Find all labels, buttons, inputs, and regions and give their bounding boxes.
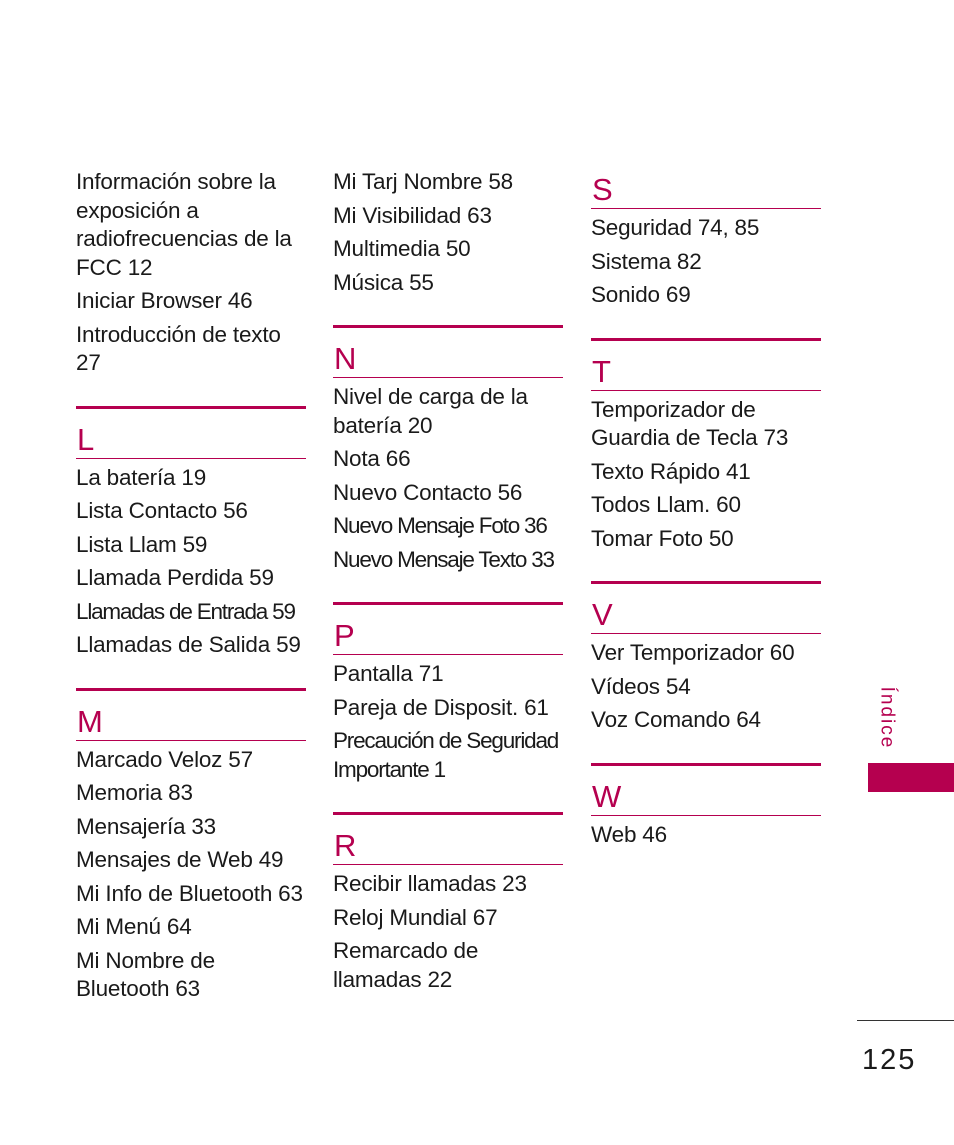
section-letter: V xyxy=(592,597,613,632)
index-entry: Mi Menú 64 xyxy=(76,914,192,939)
index-entry: Tomar Foto 50 xyxy=(591,525,734,551)
index-section-r xyxy=(333,812,563,994)
section-letter: W xyxy=(592,778,622,814)
index-entry: Nuevo Mensaje Foto 36 xyxy=(333,513,547,538)
index-entry: Pantalla 71 xyxy=(333,661,444,686)
section-letter: M xyxy=(77,703,103,739)
index-entry: Iniciar Browser 46 xyxy=(76,288,253,313)
index-section-n xyxy=(333,325,563,574)
index-entry: Todos Llam. 60 xyxy=(591,492,741,517)
index-section-continued xyxy=(333,168,563,297)
section-letter: T xyxy=(592,353,611,389)
section-heading xyxy=(333,812,563,865)
index-column-3 xyxy=(591,168,821,854)
index-entry: Nivel de carga de la batería 20 xyxy=(333,384,528,438)
index-section-s xyxy=(591,168,821,310)
index-entry: Voz Comando 64 xyxy=(591,707,761,732)
index-entry: Mi Info de Bluetooth 63 xyxy=(76,880,303,906)
section-tab-marker xyxy=(868,763,954,792)
index-entry: Mi Visibilidad 63 xyxy=(333,202,492,228)
index-section-continued xyxy=(76,168,306,378)
index-entry: Temporizador de Guardia de Tecla 73 xyxy=(591,396,789,450)
side-label-text: Índice xyxy=(876,686,898,750)
index-entry: Música 55 xyxy=(333,269,434,295)
index-column-2 xyxy=(333,168,563,999)
index-section-m xyxy=(76,688,306,1004)
index-entry: Marcado Veloz 57 xyxy=(76,746,253,772)
section-heading xyxy=(76,406,306,459)
section-heading xyxy=(333,602,563,655)
section-letter: R xyxy=(334,828,357,863)
index-section-p xyxy=(333,602,563,784)
index-entry: Sonido 69 xyxy=(591,282,691,307)
index-entry: Información sobre la exposición a radiofrecuencias de la FCC 12 xyxy=(76,169,292,280)
index-entry: Mensajería 33 xyxy=(76,813,216,839)
index-section-w xyxy=(591,763,821,850)
index-column-1 xyxy=(76,168,306,1009)
section-side-label xyxy=(870,680,902,756)
section-letter: P xyxy=(334,618,355,653)
index-entry: Mi Tarj Nombre 58 xyxy=(333,169,513,194)
section-heading xyxy=(591,581,821,634)
page-number-rule xyxy=(857,1020,954,1021)
index-entry: Reloj Mundial 67 xyxy=(333,904,498,930)
page-number: 125 xyxy=(862,1044,917,1076)
section-letter: N xyxy=(334,341,357,376)
index-entry: Nota 66 xyxy=(333,446,411,471)
index-section-t xyxy=(591,338,821,554)
index-entry: Mi Nombre de Bluetooth 63 xyxy=(76,947,215,1001)
section-letter: S xyxy=(592,172,613,207)
index-entry: Sistema 82 xyxy=(591,248,702,274)
section-heading xyxy=(333,325,563,378)
index-entry: Llamadas de Entrada 59 xyxy=(76,598,295,624)
index-section-v xyxy=(591,581,821,735)
index-entry: Introducción de texto 27 xyxy=(76,321,281,375)
index-entry: Remarcado de llamadas 22 xyxy=(333,938,479,992)
index-entry: Memoria 83 xyxy=(76,780,193,805)
index-entry: Llamada Perdida 59 xyxy=(76,565,274,590)
index-entry: Ver Temporizador 60 xyxy=(591,640,795,665)
section-heading xyxy=(591,763,821,816)
index-entry: Nuevo Contacto 56 xyxy=(333,479,523,505)
index-entry: Web 46 xyxy=(591,821,667,847)
index-entry: Nuevo Mensaje Texto 33 xyxy=(333,546,554,572)
index-entry: Precaución de Seguridad Importante 1 xyxy=(333,728,559,782)
index-entry: La batería 19 xyxy=(76,464,207,490)
index-entry: Mensajes de Web 49 xyxy=(76,847,284,872)
index-entry: Multimedia 50 xyxy=(333,236,471,261)
section-letter: L xyxy=(77,421,95,457)
index-entry: Lista Llam 59 xyxy=(76,531,208,557)
section-heading xyxy=(591,168,821,209)
index-entry: Pareja de Disposit. 61 xyxy=(333,694,549,720)
index-section-l xyxy=(76,406,306,660)
index-entry: Seguridad 74, 85 xyxy=(591,215,760,240)
index-entry: Llamadas de Salida 59 xyxy=(76,632,301,657)
section-heading xyxy=(591,338,821,391)
index-entry: Recibir llamadas 23 xyxy=(333,871,527,896)
index-entry: Lista Contacto 56 xyxy=(76,498,248,523)
section-heading xyxy=(76,688,306,741)
index-entry: Texto Rápido 41 xyxy=(591,458,751,484)
index-entry: Vídeos 54 xyxy=(591,673,691,699)
